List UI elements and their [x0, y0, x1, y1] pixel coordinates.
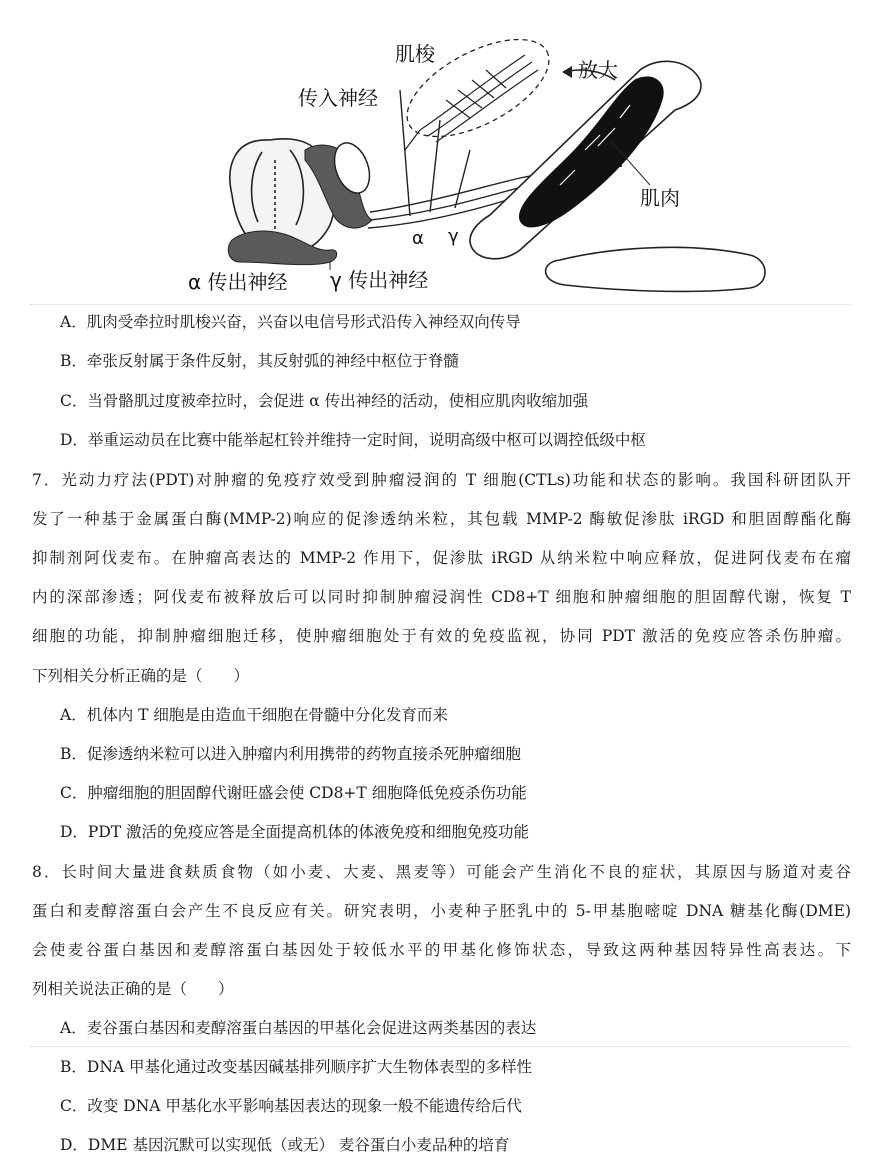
- q7-stem-line-2: 发了一种基于金属蛋白酶(MMP-2)响应的促渗透纳米粒，其包载 MMP-2 酶敏促渗肽 iRGD 和胆固醇酯化酶: [32, 510, 851, 528]
- label-alpha: α: [412, 228, 424, 249]
- arm-bone: [470, 61, 765, 291]
- q7-option-c: C．肿瘤细胞的胆固醇代谢旺盛会使 CD8+T 细胞降低免疫杀伤功能: [60, 784, 527, 802]
- q8-stem-line-4: 列相关说法正确的是（ ）: [32, 980, 234, 998]
- q8-option-a: A．麦谷蛋白基因和麦醇溶蛋白基因的甲基化会促进这两类基因的表达: [60, 1019, 537, 1037]
- reflex-arc-diagram: [0, 0, 883, 300]
- q8-option-c: C．改变 DNA 甲基化水平影响基因表达的现象一般不能遗传给后代: [60, 1097, 522, 1115]
- q8-option-b: B．DNA 甲基化通过改变基因碱基排列顺序扩大生物体表型的多样性: [60, 1058, 533, 1076]
- label-gamma-efferent: γ 传出神经: [330, 268, 429, 292]
- q7-stem-line-4: 内的深部渗透；阿伐麦布被释放后可以同时抑制肿瘤浸润性 CD8+T 细胞和肿瘤细胞的胆固醇代谢，恢复 T: [32, 588, 851, 606]
- label-muscle: 肌肉: [640, 186, 680, 210]
- q8-stem-line-1: 8．长时间大量进食麸质食物（如小麦、大麦、黑麦等）可能会产生消化不良的症状，其原因与肠道对麦谷: [32, 863, 851, 881]
- label-muscle-spindle: 肌梭: [395, 42, 435, 66]
- q7-stem-line-5: 细胞的功能，抑制肿瘤细胞迁移，使肿瘤细胞处于有效的免疫监视，协同 PDT 激活的免疫应答杀伤肿瘤。: [32, 627, 851, 645]
- q8-stem-line-2: 蛋白和麦醇溶蛋白会产生不良反应有关。研究表明，小麦种子胚乳中的 5-甲基胞嘧啶 DNA 糖基化酶(DME): [32, 902, 851, 920]
- q7-option-a: A．机体内 T 细胞是由造血干细胞在骨髓中分化发育而来: [60, 706, 448, 724]
- label-afferent-nerve: 传入神经: [298, 86, 378, 110]
- q7-stem-line-1: 7．光动力疗法(PDT)对肿瘤的免疫疗效受到肿瘤浸润的 T 细胞(CTLs)功能和状态的影响。我国科研团队开: [32, 471, 851, 489]
- q8-stem-line-3: 会使麦谷蛋白基因和麦醇溶蛋白基因处于较低水平的甲基化修饰状态，导致这两种基因特异性高表达。下: [32, 941, 851, 959]
- magnify-arrowhead: [562, 66, 572, 78]
- reflex-arc-drawing: [0, 0, 883, 300]
- divider: [30, 304, 850, 305]
- q7-stem-line-3: 抑制剂阿伐麦布。在肿瘤高表达的 MMP-2 作用下，促渗肽 iRGD 从纳米粒中响应释放，促进阿伐麦布在瘤: [32, 549, 851, 567]
- label-gamma: γ: [448, 226, 459, 247]
- q7-stem-line-6: 下列相关分析正确的是（ ）: [32, 667, 250, 685]
- q7-option-b: B．促渗透纳米粒可以进入肿瘤内利用携带的药物直接杀死肿瘤细胞: [60, 745, 521, 763]
- q7-option-d: D．PDT 激活的免疫应答是全面提高机体的体液免疫和细胞免疫功能: [60, 823, 530, 841]
- q6-option-c: C．当骨骼肌过度被牵拉时，会促进 α 传出神经的活动，使相应肌肉收缩加强: [60, 392, 589, 410]
- label-magnify: 放大: [578, 58, 618, 82]
- label-alpha-efferent: α 传出神经: [188, 270, 288, 294]
- q8-option-d: D．DME 基因沉默可以实现低（或无） 麦谷蛋白小麦品种的培育: [60, 1136, 510, 1154]
- divider: [30, 1046, 850, 1047]
- q6-option-b: B．牵张反射属于条件反射，其反射弧的神经中枢位于脊髓: [60, 352, 459, 370]
- q6-option-d: D．举重运动员在比赛中能举起杠铃并维持一定时间，说明高级中枢可以调控低级中枢: [60, 431, 646, 449]
- q6-option-a: A．肌肉受牵拉时肌梭兴奋，兴奋以电信号形式沿传入神经双向传导: [60, 313, 521, 331]
